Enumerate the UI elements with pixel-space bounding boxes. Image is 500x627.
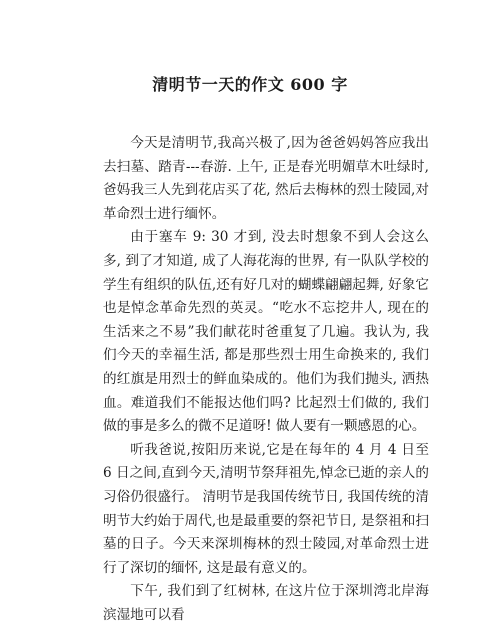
document-title: 清明节一天的作文 600 字 [152, 75, 348, 94]
paragraph: 听我爸说,按阳历来说,它是在每年的 4 月 4 日至 6 日之间,直到今天,清明节祭拜祖先,悼念已逝的亲人的习俗仍很盛行。 清明节是我国传统节日, 我国传统的清明节大约始于周代,也是最重要的祭祀节日, 是祭祖和扫墓的日子。今天来深圳梅林的烈士陵园,对革命烈士进行了深切的缅怀, 这是最有意义的。 [103, 441, 429, 576]
paragraph: 由于塞车 9: 30 才到, 没去时想象不到人会这么多, 到了才知道, 成了人海花海的世界, 有一队队学校的学生有组织的队伍,还有好几对的蝴蝶翩翩起舞, 好象它也是悼念革命先烈的英灵。“吃水不忘挖井人, 现在的生活来之不易”我们献花时爸重复了几遍。我认为, 我们今天的幸福生活, 都是那些烈士用生命换来的, 我们的红旗是用烈士的鲜血染成的。他们为我们抛头, 洒热血。难道我们不能报达他们吗? 比起烈士们做的, 我们做的事是多么的微不足道呀! 做人要有一颗感恩的心。 [103, 229, 429, 435]
paragraph: 今天是清明节,我高兴极了,因为爸爸妈妈答应我出去扫墓、踏青---春游. 上午, 正是春光明媚草木吐绿时,爸妈我三人先到花店买了花, 然后去梅林的烈士陵园,对革命烈士进行缅怀。 [103, 135, 429, 222]
paragraph: 下午, 我们到了红树林, 在这片位于深圳湾北岸海滨湿地可以看 [103, 583, 429, 623]
document-body [103, 132, 429, 627]
